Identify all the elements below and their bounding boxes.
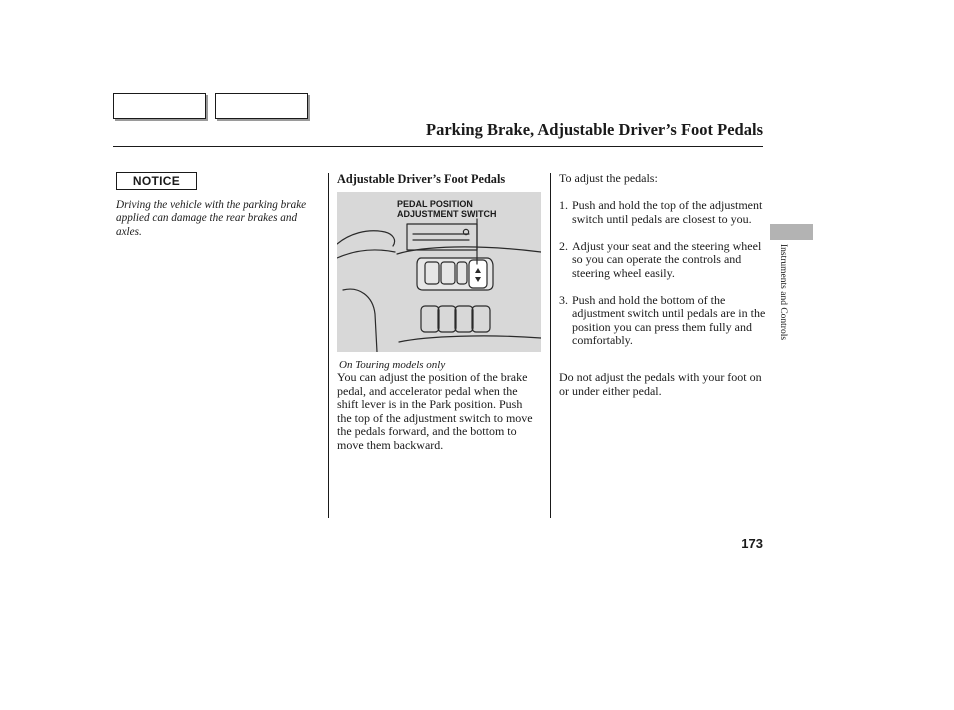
section-heading: Adjustable Driver’s Foot Pedals (337, 172, 506, 186)
notice-badge: NOTICE (116, 172, 197, 190)
section-tab-marker[interactable] (770, 224, 813, 240)
figure-label-line-1: PEDAL POSITION (397, 199, 473, 209)
page-title: Parking Brake, Adjustable Driver’s Foot Pedals (425, 120, 763, 139)
instructions-intro: To adjust the pedals: (559, 171, 658, 185)
step-number: 2. (559, 238, 568, 253)
column-divider-right (550, 173, 551, 518)
step-text: Push and hold the top of the adjustment switch until pedals are closest to you. (572, 198, 763, 226)
instruction-step (559, 294, 771, 348)
instruction-step (559, 199, 771, 226)
pedal-description: You can adjust the position of the brake pedal, and accelerator pedal when the shift lever is in the Park position. Push the top of the adjustment switch to move the pedals forward, and the bottom to move them backward. (337, 370, 533, 452)
step-text: Push and hold the bottom of the adjustment switch until pedals are in the position you can press them fully and comfortably. (572, 292, 766, 347)
step-text: Adjust your seat and the steering wheel so you can operate the controls and steering wheel easily. (572, 238, 762, 280)
figure-label-line-2: ADJUSTMENT SWITCH (397, 209, 497, 219)
step-number: 1. (559, 198, 568, 212)
title-divider (113, 146, 763, 147)
pedal-switch-figure (337, 192, 541, 352)
figure-label (397, 199, 497, 219)
step-number: 3. (559, 292, 568, 307)
pedal-warning: Do not adjust the pedals with your foot on or under either pedal. (559, 370, 762, 398)
instruction-step (559, 240, 771, 281)
instruction-steps (559, 199, 771, 361)
notice-text: Driving the vehicle with the parking brake applied can damage the rear brakes and axles. (116, 199, 307, 238)
page-number: 173 (741, 536, 763, 551)
nav-button-table-of-contents[interactable] (215, 93, 308, 119)
figure-caption: On Touring models only (339, 359, 446, 371)
column-divider-left (328, 173, 329, 518)
section-tab-label: Instruments and Controls (778, 244, 788, 341)
nav-button-main-menu[interactable] (113, 93, 206, 119)
